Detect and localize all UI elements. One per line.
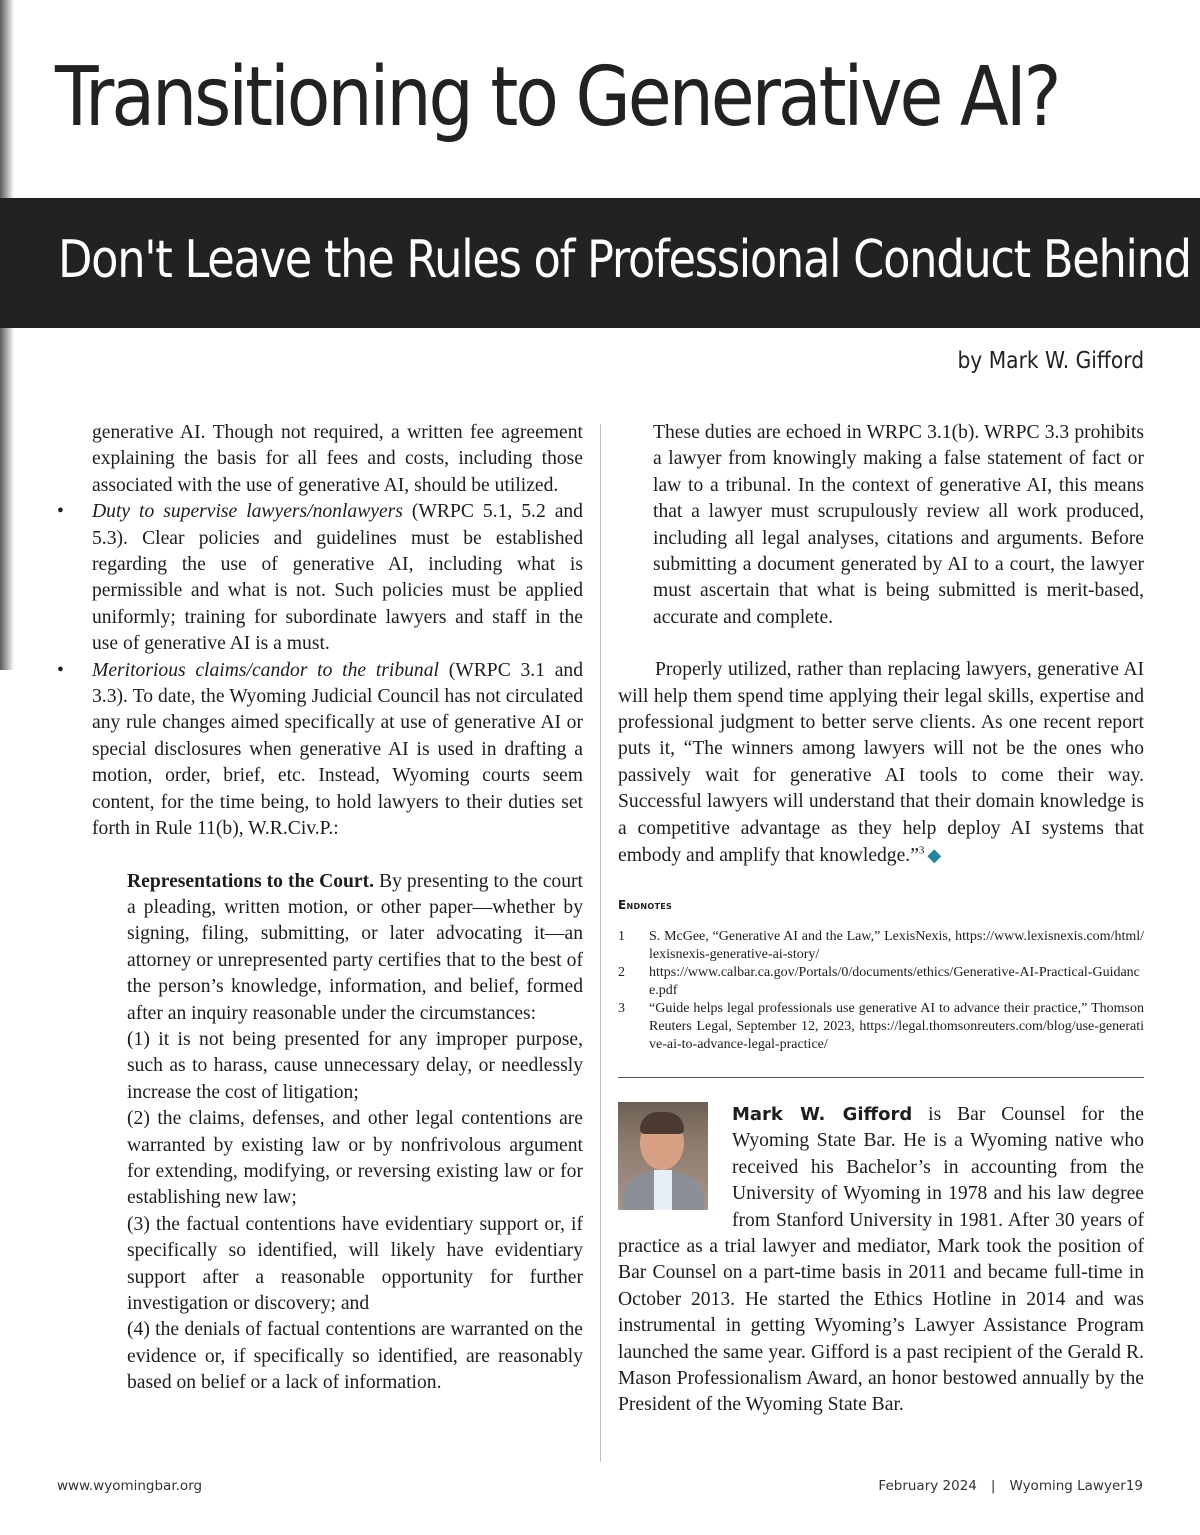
page-number: 19 xyxy=(1125,1478,1143,1494)
quote-item: (2) the claims, defenses, and other legal contentions are warranted by existing law or by nonfrivolous argument for extending, modifying, or reversing existing law or for establishing new law; xyxy=(127,1108,583,1209)
intro-paragraph: generative AI. Though not required, a written fee agreement explaining the basis for all fees and costs, including those associated with the use of generative AI, should be utilized. xyxy=(92,422,583,496)
article-title: Transitioning to Generative AI? xyxy=(55,50,1059,145)
endnote: 3 “Guide helps legal professionals use generative AI to advance their practice,” Thomson Reuters Legal, September 12, 2023, https://legal.thomsonreuters.com/blog/use-generative-ai-to-advance-legal-practice/ xyxy=(618,1000,1144,1052)
footer-publication: Wyoming Lawyer xyxy=(1009,1478,1126,1494)
right-column xyxy=(618,420,1144,1419)
footer-issue: February 2024 xyxy=(878,1478,977,1494)
duties-list xyxy=(57,499,583,842)
quote-item: (4) the denials of factual contentions are warranted on the evidence or, if specifically so identified, are reasonably based on belief or a lack of information. xyxy=(127,1319,583,1394)
quote-item: (1) it is not being presented for any improper purpose, such as to harass, cause unnecessary delay, or needlessly increase the cost of litigation; xyxy=(127,1028,583,1103)
author-name: Mark W. Gifford xyxy=(732,1103,913,1125)
endnote-ref: 3 xyxy=(918,844,925,857)
quote-intro: Representations to the Court. By presenting to the court a pleading, written motion, or other paper—whether by signing, filing, submitting, or later advocating it—an attorney or unrepresented party certifies that to the best of the person’s knowledge, information, and belief, formed after an inquiry reasonable under the circumstances: xyxy=(127,870,583,1024)
quote-item: (3) the factual contentions have evidentiary support or, if specifically so identified, will likely have evidentiary support after a reasonable opportunity for further investigation or discovery; and xyxy=(127,1213,583,1314)
byline: by Mark W. Gifford xyxy=(957,348,1144,374)
footer-separator: | xyxy=(990,1478,996,1494)
quote-lead: Representations to the Court. xyxy=(127,870,375,892)
article-subtitle: Don't Leave the Rules of Professional Conduct Behind xyxy=(58,230,1191,290)
footer-website: www.wyomingbar.org xyxy=(57,1478,203,1494)
bio-text: is Bar Counsel for the Wyoming State Bar. He is a Wyoming native who received his Bachelor’s in accounting from the University of Wyoming in 1978 and his law degree from Stanford University in 1981. After 30 years of practice as a trial lawyer and mediator, Mark took the position of Bar Counsel on a part-time basis in 2011 and became full-time in October 2013. He started the Ethics Hotline in 2014 and was instrumental in getting Wyoming’s Lawyer Assistance Program launched the same year. Gifford is a past recipient of the Gerald R. Mason Professionalism Award, an honor bestowed annually by the President of the Wyoming State Bar. xyxy=(618,1103,1144,1416)
column-divider xyxy=(600,424,601,1462)
bullet-heading: Meritorious claims/candor to the tribunal xyxy=(92,659,439,681)
endnotes-section xyxy=(618,892,1144,1054)
author-photo xyxy=(618,1102,708,1210)
bullet-text: (WRPC 5.1, 5.2 and 5.3). Clear policies and guidelines must be established regarding the use of generative AI, including what is permissible and what is not. Such policies must be applied uniformly; training for subordinate lawyers and staff in the use of generative AI is a must. xyxy=(92,501,583,655)
left-column xyxy=(57,420,583,1397)
page-edge-shadow xyxy=(0,0,14,670)
footer-issue-info xyxy=(878,1478,1143,1494)
author-bio xyxy=(618,1102,1144,1419)
bullet-heading: Duty to supervise lawyers/nonlawyers xyxy=(92,501,403,523)
bullet-text: (WRPC 3.1 and 3.3). To date, the Wyoming Judicial Council has not circulated any rule changes aimed specifically at use of generative AI or special disclosures when generative AI is used in drafting a motion, order, brief, etc. Instead, Wyoming courts seem content, for the time being, to hold lawyers to their duties set forth in Rule 11(b), W.R.Civ.P.: xyxy=(92,659,584,840)
endnotes-heading: Endnotes xyxy=(618,897,673,912)
paragraph-duties-echoed: These duties are echoed in WRPC 3.1(b). WRPC 3.3 prohibits a lawyer from knowingly making a false statement of fact or law to a tribunal. In the context of generative AI, this means that a lawyer must scrupulously review all work produced, including all legal analyses, citations and arguments. Before submitting a document generated by AI to a court, the lawyer must ascertain that what is being submitted is merit-based, accurate and complete. xyxy=(653,422,1144,628)
paragraph-conclusion: Properly utilized, rather than replacing lawyers, generative AI will help them spend time applying their legal skills, expertise and professional judgment to better serve clients. As one recent report puts it, “The winners among lawyers will not be the ones who passively wait for generative AI tools to come their way. Successful lawyers will understand that their domain knowledge is a competitive advantage as they help deploy AI systems that embody and amplify that knowledge.”$^3$ ◆ xyxy=(618,659,1144,867)
endnote: 1 S. McGee, “Generative AI and the Law,” LexisNexis, https://www.lexisnexis.com/html/lexisnexis-generative-ai-story/ xyxy=(618,928,1144,962)
list-item xyxy=(57,499,583,657)
endnote: 2 https://www.calbar.ca.gov/Portals/0/documents/ethics/Generative-AI-Practical-Guidance.pdf xyxy=(618,964,1140,998)
rule-quote xyxy=(57,869,583,1397)
diamond-icon: ◆ xyxy=(927,845,942,866)
bio-divider xyxy=(618,1077,1144,1078)
list-item xyxy=(57,658,583,843)
